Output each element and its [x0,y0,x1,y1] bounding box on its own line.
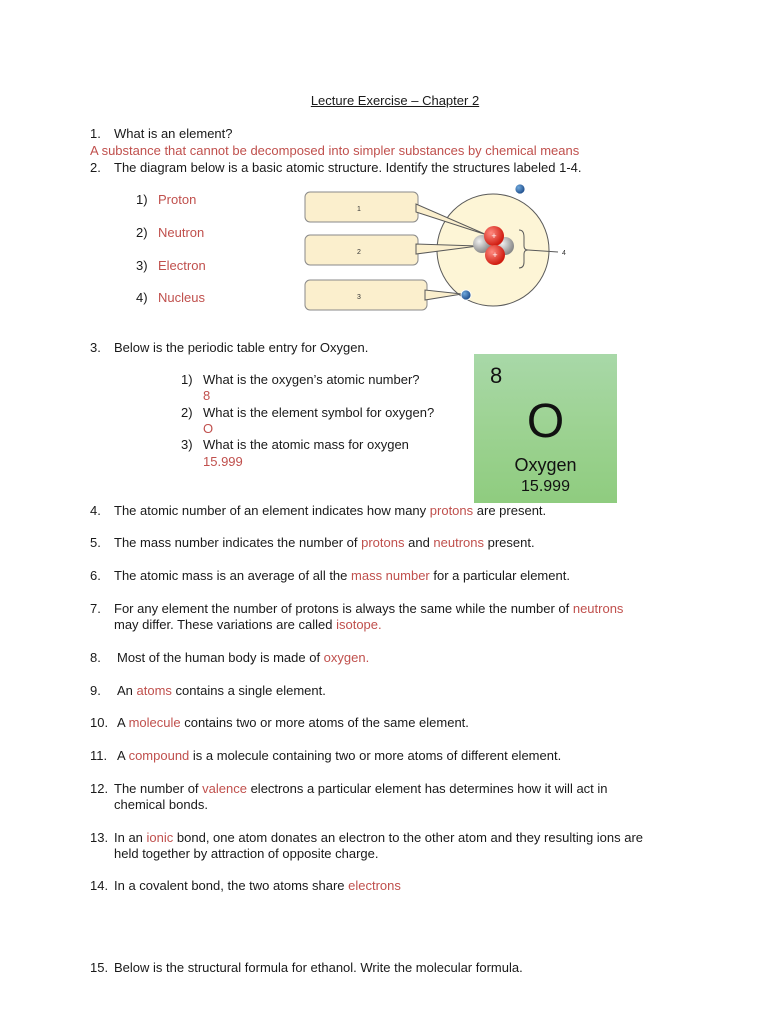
question-3 [90,340,368,356]
question-text: contains two or more atoms of the same element. [180,715,469,730]
question-text: bond, one atom donates an electron to the other atom and they resulting ions are [173,830,644,845]
question-text: Below is the periodic table entry for Oxygen. [114,340,369,355]
item-number: 4) [136,290,148,305]
question-7 [90,601,623,617]
question-text: contains a single element. [171,683,326,698]
item-number: 2) [181,405,193,420]
callout-label-1: 1 [357,206,361,213]
question-number: 9. [90,683,101,698]
question-number: 5. [90,535,101,550]
q3-answer-3: 15.999 [203,454,243,469]
item-text: What is the oxygen’s atomic number? [203,372,420,387]
callout-label-4: 4 [562,250,566,257]
answer: valence [202,781,247,796]
answer: oxygen. [323,650,370,665]
question-text: The atomic mass is an average of all the [114,568,352,583]
item-answer: Electron [158,258,206,273]
question-text: A [117,748,129,763]
answer: protons [429,503,474,518]
electron-top [515,184,525,194]
callout-box-2 [305,235,418,265]
answer-1: A substance that cannot be decomposed into simpler substances by chemical means [90,143,580,158]
page-title: Lecture Exercise – Chapter 2 [310,93,480,108]
question-14 [90,878,401,894]
answer: isotope. [336,617,382,632]
q3-answer-2: O [203,421,214,436]
question-text: are present. [473,503,547,518]
question-number: 15. [90,960,109,975]
atom-diagram [300,180,580,320]
question-text: An [117,683,137,698]
q2-item-4 [136,290,205,306]
q3-item-3 [181,437,409,453]
callout-label-3: 3 [357,294,361,301]
q3-item-1 [181,372,420,388]
question-text: In a covalent bond, the two atoms share [114,878,349,893]
q2-item-3 [136,258,206,274]
question-text: for a particular element. [429,568,570,583]
q2-item-1 [136,192,196,208]
item-answer: Neutron [158,225,205,240]
answer: neutrons [572,601,624,616]
question-6 [90,568,570,584]
tile-atomic-mass: 15.999 [521,478,570,495]
question-text: present. [484,535,535,550]
item-number: 3) [181,437,193,452]
question-5 [90,535,535,551]
question-text: The number of [114,781,203,796]
item-number: 1) [181,372,193,387]
proton-sign-top: + [491,231,497,241]
tile-atomic-number: 8 [490,363,503,388]
question-12 [90,781,608,797]
item-answer: Nucleus [158,290,205,305]
callout-label-2: 2 [357,249,361,256]
q3-item-2 [181,405,434,421]
question-text: What is an element? [114,126,233,141]
item-text: What is the atomic mass for oxygen [203,437,409,452]
question-text: The diagram below is a basic atomic structure. Identify the structures labeled 1-4. [114,160,582,175]
item-number: 1) [136,192,148,207]
question-number: 13. [90,830,109,845]
answer: atoms [136,683,172,698]
atom-diagram-svg [300,180,580,320]
question-13 [90,830,643,846]
q3-answer-1: 8 [203,388,211,403]
question-text: is a molecule containing two or more atoms of different element. [189,748,562,763]
question-number: 2. [90,160,101,175]
question-text: The atomic number of an element indicates how many [114,503,430,518]
answer: ionic [146,830,174,845]
question-7-line-2 [114,617,382,633]
q2-item-2 [136,225,204,241]
item-text: What is the element symbol for oxygen? [203,405,435,420]
question-10 [90,715,469,731]
proton-sign-bottom: + [492,250,498,260]
callout-box-3 [305,280,427,310]
question-text: The mass number indicates the number of [114,535,362,550]
question-text: electrons a particular element has determines how it will act in [246,781,608,796]
question-1 [90,126,233,142]
question-number: 1. [90,126,101,141]
question-text: A [117,715,129,730]
question-text: For any element the number of protons is always the same while the number of [114,601,573,616]
question-number: 11. [90,748,108,763]
question-9 [90,683,326,699]
question-number: 7. [90,601,101,616]
question-8 [90,650,369,666]
question-number: 4. [90,503,101,518]
electron-bottom [461,290,471,300]
question-text: may differ. These variations are called [114,617,337,632]
question-15 [90,960,523,976]
answer: neutrons [433,535,485,550]
callout-box-1 [305,192,418,222]
question-number: 10. [90,715,109,730]
tile-symbol: O [526,395,565,448]
answer: electrons [348,878,401,893]
answer: molecule [128,715,181,730]
question-13-line-2: held together by attraction of opposite charge. [114,846,379,861]
question-number: 8. [90,650,101,665]
answer: mass number [351,568,430,583]
periodic-table-tile [474,354,617,503]
answer: compound [128,748,190,763]
item-number: 3) [136,258,148,273]
question-number: 12. [90,781,109,796]
tile-element-name: Oxygen [514,455,577,475]
item-answer: Proton [158,192,197,207]
answer: protons [361,535,405,550]
question-number: 6. [90,568,101,583]
question-11 [90,748,561,764]
question-text: In an [114,830,147,845]
question-4 [90,503,546,519]
question-number: 14. [90,878,109,893]
question-text: Most of the human body is made of [117,650,324,665]
question-text: and [404,535,434,550]
question-text: Below is the structural formula for ethanol. Write the molecular formula. [114,960,523,975]
question-2 [90,160,582,176]
question-number: 3. [90,340,101,355]
item-number: 2) [136,225,148,240]
question-12-line-2: chemical bonds. [114,797,208,812]
